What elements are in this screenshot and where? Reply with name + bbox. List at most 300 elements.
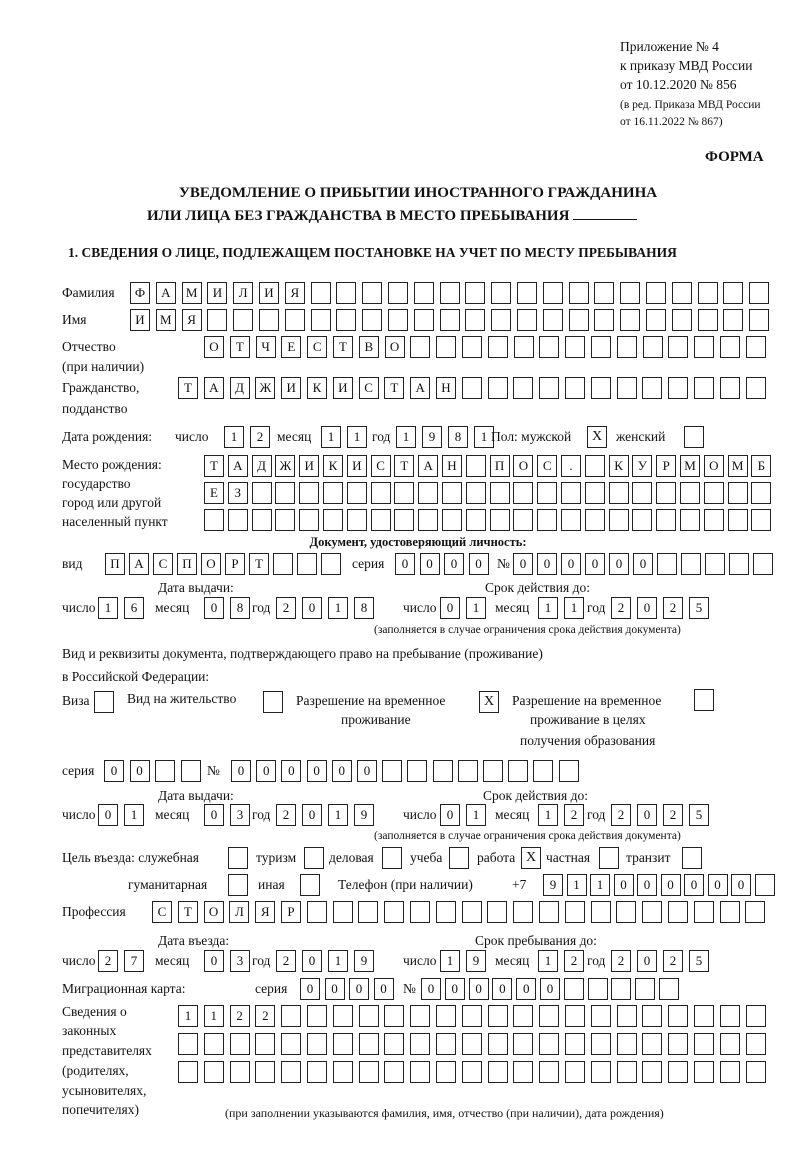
- char-box[interactable]: 0: [204, 804, 224, 826]
- char-box[interactable]: [723, 309, 743, 331]
- char-box[interactable]: [609, 482, 629, 504]
- char-box[interactable]: 2: [663, 597, 683, 619]
- char-box[interactable]: [466, 455, 486, 477]
- char-box[interactable]: [642, 901, 662, 923]
- char-box[interactable]: [513, 901, 533, 923]
- char-box[interactable]: [617, 1061, 637, 1083]
- char-box[interactable]: [565, 1061, 585, 1083]
- char-box[interactable]: [668, 1005, 688, 1027]
- char-box[interactable]: 1: [178, 1005, 198, 1027]
- char-box[interactable]: [704, 482, 724, 504]
- char-box[interactable]: [462, 1061, 482, 1083]
- char-box[interactable]: 6: [124, 597, 144, 619]
- char-box[interactable]: [491, 309, 511, 331]
- char-box[interactable]: 1: [224, 426, 244, 448]
- char-box[interactable]: [299, 509, 319, 531]
- char-box[interactable]: [680, 509, 700, 531]
- char-box[interactable]: 0: [231, 760, 251, 782]
- char-box[interactable]: [362, 282, 382, 304]
- char-box[interactable]: [488, 1061, 508, 1083]
- char-box[interactable]: [442, 482, 462, 504]
- char-box[interactable]: [617, 336, 637, 358]
- char-box[interactable]: [336, 282, 356, 304]
- char-box[interactable]: [539, 1005, 559, 1027]
- char-box[interactable]: 0: [420, 553, 440, 575]
- char-box[interactable]: [565, 1033, 585, 1055]
- char-box[interactable]: [394, 509, 414, 531]
- char-box[interactable]: [436, 1005, 456, 1027]
- char-box[interactable]: .: [561, 455, 581, 477]
- char-box[interactable]: 2: [276, 804, 296, 826]
- char-box[interactable]: [561, 482, 581, 504]
- char-box[interactable]: Я: [182, 309, 202, 331]
- char-box[interactable]: 3: [230, 950, 250, 972]
- char-box[interactable]: Т: [178, 377, 198, 399]
- char-box[interactable]: Т: [394, 455, 414, 477]
- purpose-study-checkbox[interactable]: [449, 847, 469, 869]
- char-box[interactable]: [565, 901, 585, 923]
- char-box[interactable]: [382, 760, 402, 782]
- char-box[interactable]: [751, 509, 771, 531]
- char-box[interactable]: [565, 1005, 585, 1027]
- char-box[interactable]: А: [129, 553, 149, 575]
- purpose-official-checkbox[interactable]: [228, 847, 248, 869]
- char-box[interactable]: [462, 1033, 482, 1055]
- char-box[interactable]: [259, 309, 279, 331]
- char-box[interactable]: [513, 1061, 533, 1083]
- char-box[interactable]: [680, 482, 700, 504]
- char-box[interactable]: И: [281, 377, 301, 399]
- char-box[interactable]: [371, 509, 391, 531]
- char-box[interactable]: [414, 282, 434, 304]
- char-box[interactable]: [281, 1033, 301, 1055]
- char-box[interactable]: [440, 309, 460, 331]
- char-box[interactable]: 2: [564, 950, 584, 972]
- char-box[interactable]: П: [177, 553, 197, 575]
- char-box[interactable]: 0: [614, 874, 634, 896]
- char-box[interactable]: [358, 901, 378, 923]
- char-box[interactable]: [513, 509, 533, 531]
- char-box[interactable]: 0: [445, 978, 465, 1000]
- char-box[interactable]: 1: [466, 597, 486, 619]
- char-box[interactable]: [204, 1033, 224, 1055]
- char-box[interactable]: [228, 509, 248, 531]
- char-box[interactable]: 0: [204, 950, 224, 972]
- char-box[interactable]: [694, 1005, 714, 1027]
- char-box[interactable]: [362, 309, 382, 331]
- char-box[interactable]: У: [632, 455, 652, 477]
- char-box[interactable]: 0: [684, 874, 704, 896]
- char-box[interactable]: [749, 309, 769, 331]
- char-box[interactable]: К: [609, 455, 629, 477]
- char-box[interactable]: [359, 1061, 379, 1083]
- char-box[interactable]: [728, 482, 748, 504]
- char-box[interactable]: [323, 482, 343, 504]
- char-box[interactable]: [609, 509, 629, 531]
- char-box[interactable]: [384, 1061, 404, 1083]
- char-box[interactable]: [508, 760, 528, 782]
- char-box[interactable]: Я: [255, 901, 275, 923]
- char-box[interactable]: [384, 901, 404, 923]
- char-box[interactable]: 0: [349, 978, 369, 1000]
- char-box[interactable]: 1: [328, 597, 348, 619]
- char-box[interactable]: [442, 509, 462, 531]
- char-box[interactable]: О: [204, 336, 224, 358]
- char-box[interactable]: Т: [384, 377, 404, 399]
- char-box[interactable]: [694, 1033, 714, 1055]
- char-box[interactable]: [155, 760, 175, 782]
- char-box[interactable]: 0: [307, 760, 327, 782]
- char-box[interactable]: 0: [302, 950, 322, 972]
- char-box[interactable]: 9: [466, 950, 486, 972]
- char-box[interactable]: [204, 1061, 224, 1083]
- char-box[interactable]: [462, 336, 482, 358]
- char-box[interactable]: [561, 509, 581, 531]
- char-box[interactable]: 0: [609, 553, 629, 575]
- char-box[interactable]: [539, 336, 559, 358]
- char-box[interactable]: [591, 377, 611, 399]
- char-box[interactable]: [347, 482, 367, 504]
- char-box[interactable]: Л: [229, 901, 249, 923]
- char-box[interactable]: [433, 760, 453, 782]
- char-box[interactable]: [410, 1033, 430, 1055]
- char-box[interactable]: [617, 1033, 637, 1055]
- char-box[interactable]: 1: [204, 1005, 224, 1027]
- char-box[interactable]: М: [728, 455, 748, 477]
- char-box[interactable]: Н: [436, 377, 456, 399]
- char-box[interactable]: 3: [230, 804, 250, 826]
- char-box[interactable]: С: [537, 455, 557, 477]
- char-box[interactable]: 0: [440, 597, 460, 619]
- char-box[interactable]: А: [228, 455, 248, 477]
- char-box[interactable]: 2: [663, 804, 683, 826]
- char-box[interactable]: [642, 1061, 662, 1083]
- char-box[interactable]: [255, 1061, 275, 1083]
- char-box[interactable]: [704, 509, 724, 531]
- char-box[interactable]: 0: [204, 597, 224, 619]
- purpose-humanitarian-checkbox[interactable]: [228, 874, 248, 896]
- char-box[interactable]: О: [704, 455, 724, 477]
- char-box[interactable]: 0: [469, 978, 489, 1000]
- char-box[interactable]: [333, 1005, 353, 1027]
- char-box[interactable]: [746, 1033, 766, 1055]
- trp-checkbox[interactable]: X: [479, 691, 499, 713]
- char-box[interactable]: [745, 901, 765, 923]
- char-box[interactable]: [668, 336, 688, 358]
- char-box[interactable]: [611, 978, 631, 1000]
- char-box[interactable]: [394, 482, 414, 504]
- char-box[interactable]: [488, 377, 508, 399]
- purpose-work-checkbox[interactable]: X: [521, 847, 541, 869]
- char-box[interactable]: [371, 482, 391, 504]
- char-box[interactable]: Р: [225, 553, 245, 575]
- char-box[interactable]: [642, 1033, 662, 1055]
- char-box[interactable]: [436, 1033, 456, 1055]
- char-box[interactable]: [694, 377, 714, 399]
- char-box[interactable]: [539, 1033, 559, 1055]
- char-box[interactable]: 2: [230, 1005, 250, 1027]
- char-box[interactable]: [569, 309, 589, 331]
- char-box[interactable]: Ж: [255, 377, 275, 399]
- char-box[interactable]: [466, 482, 486, 504]
- char-box[interactable]: А: [204, 377, 224, 399]
- char-box[interactable]: 5: [689, 597, 709, 619]
- char-box[interactable]: [620, 282, 640, 304]
- char-box[interactable]: [462, 1005, 482, 1027]
- char-box[interactable]: [255, 1033, 275, 1055]
- char-box[interactable]: [694, 336, 714, 358]
- char-box[interactable]: [585, 509, 605, 531]
- char-box[interactable]: [591, 901, 611, 923]
- char-box[interactable]: [632, 509, 652, 531]
- char-box[interactable]: [490, 482, 510, 504]
- char-box[interactable]: 1: [466, 804, 486, 826]
- char-box[interactable]: К: [307, 377, 327, 399]
- char-box[interactable]: [333, 901, 353, 923]
- char-box[interactable]: 9: [422, 426, 442, 448]
- char-box[interactable]: 2: [564, 804, 584, 826]
- char-box[interactable]: [388, 282, 408, 304]
- char-box[interactable]: [539, 1061, 559, 1083]
- char-box[interactable]: 2: [663, 950, 683, 972]
- purpose-private-checkbox[interactable]: [599, 847, 619, 869]
- char-box[interactable]: 0: [374, 978, 394, 1000]
- char-box[interactable]: 2: [255, 1005, 275, 1027]
- char-box[interactable]: [297, 553, 317, 575]
- char-box[interactable]: [565, 336, 585, 358]
- char-box[interactable]: [252, 482, 272, 504]
- char-box[interactable]: [543, 309, 563, 331]
- char-box[interactable]: [632, 482, 652, 504]
- char-box[interactable]: И: [299, 455, 319, 477]
- purpose-transit-checkbox[interactable]: [682, 847, 702, 869]
- char-box[interactable]: 0: [302, 804, 322, 826]
- char-box[interactable]: 1: [321, 426, 341, 448]
- char-box[interactable]: О: [513, 455, 533, 477]
- char-box[interactable]: К: [323, 455, 343, 477]
- char-box[interactable]: [275, 482, 295, 504]
- char-box[interactable]: М: [680, 455, 700, 477]
- char-box[interactable]: [537, 482, 557, 504]
- char-box[interactable]: В: [359, 336, 379, 358]
- char-box[interactable]: [410, 1061, 430, 1083]
- char-box[interactable]: [617, 1005, 637, 1027]
- char-box[interactable]: [491, 282, 511, 304]
- char-box[interactable]: [617, 377, 637, 399]
- char-box[interactable]: 0: [537, 553, 557, 575]
- char-box[interactable]: [559, 760, 579, 782]
- char-box[interactable]: 0: [516, 978, 536, 1000]
- char-box[interactable]: 9: [543, 874, 563, 896]
- char-box[interactable]: [436, 901, 456, 923]
- char-box[interactable]: 0: [98, 804, 118, 826]
- char-box[interactable]: А: [418, 455, 438, 477]
- char-box[interactable]: [672, 309, 692, 331]
- char-box[interactable]: 0: [256, 760, 276, 782]
- char-box[interactable]: [642, 377, 662, 399]
- char-box[interactable]: 1: [567, 874, 587, 896]
- char-box[interactable]: А: [156, 282, 176, 304]
- char-box[interactable]: Т: [230, 336, 250, 358]
- char-box[interactable]: 0: [637, 597, 657, 619]
- char-box[interactable]: Е: [281, 336, 301, 358]
- char-box[interactable]: [594, 282, 614, 304]
- purpose-business-checkbox[interactable]: [382, 847, 402, 869]
- char-box[interactable]: [307, 1061, 327, 1083]
- char-box[interactable]: [273, 553, 293, 575]
- char-box[interactable]: Р: [281, 901, 301, 923]
- char-box[interactable]: 1: [347, 426, 367, 448]
- char-box[interactable]: [657, 553, 677, 575]
- char-box[interactable]: [347, 509, 367, 531]
- char-box[interactable]: [178, 1033, 198, 1055]
- char-box[interactable]: 0: [637, 874, 657, 896]
- char-box[interactable]: [281, 1061, 301, 1083]
- char-box[interactable]: [307, 1033, 327, 1055]
- char-box[interactable]: [705, 553, 725, 575]
- char-box[interactable]: [440, 282, 460, 304]
- purpose-tourism-checkbox[interactable]: [304, 847, 324, 869]
- char-box[interactable]: [181, 760, 201, 782]
- char-box[interactable]: [746, 1061, 766, 1083]
- char-box[interactable]: [635, 978, 655, 1000]
- char-box[interactable]: [323, 509, 343, 531]
- char-box[interactable]: [513, 377, 533, 399]
- char-box[interactable]: 8: [230, 597, 250, 619]
- char-box[interactable]: [533, 760, 553, 782]
- gender-female-checkbox[interactable]: [684, 426, 704, 448]
- char-box[interactable]: С: [359, 377, 379, 399]
- char-box[interactable]: 0: [469, 553, 489, 575]
- char-box[interactable]: [514, 336, 534, 358]
- char-box[interactable]: [656, 482, 676, 504]
- char-box[interactable]: И: [333, 377, 353, 399]
- char-box[interactable]: [384, 1033, 404, 1055]
- char-box[interactable]: [694, 1061, 714, 1083]
- char-box[interactable]: [746, 1005, 766, 1027]
- char-box[interactable]: 0: [637, 804, 657, 826]
- char-box[interactable]: [543, 282, 563, 304]
- char-box[interactable]: [646, 309, 666, 331]
- char-box[interactable]: 0: [633, 553, 653, 575]
- char-box[interactable]: [513, 482, 533, 504]
- char-box[interactable]: [591, 1061, 611, 1083]
- char-box[interactable]: [668, 901, 688, 923]
- char-box[interactable]: Т: [249, 553, 269, 575]
- char-box[interactable]: 1: [440, 950, 460, 972]
- char-box[interactable]: Ж: [275, 455, 295, 477]
- char-box[interactable]: Р: [656, 455, 676, 477]
- char-box[interactable]: [307, 901, 327, 923]
- char-box[interactable]: 0: [708, 874, 728, 896]
- char-box[interactable]: [466, 509, 486, 531]
- char-box[interactable]: [333, 1061, 353, 1083]
- char-box[interactable]: 0: [513, 553, 533, 575]
- char-box[interactable]: [564, 978, 584, 1000]
- char-box[interactable]: [698, 282, 718, 304]
- char-box[interactable]: 0: [332, 760, 352, 782]
- char-box[interactable]: 1: [538, 804, 558, 826]
- char-box[interactable]: 0: [661, 874, 681, 896]
- char-box[interactable]: [311, 282, 331, 304]
- char-box[interactable]: 1: [124, 804, 144, 826]
- char-box[interactable]: [728, 509, 748, 531]
- char-box[interactable]: [591, 1033, 611, 1055]
- char-box[interactable]: М: [156, 309, 176, 331]
- char-box[interactable]: [414, 309, 434, 331]
- char-box[interactable]: [488, 1033, 508, 1055]
- char-box[interactable]: [462, 901, 482, 923]
- char-box[interactable]: [388, 309, 408, 331]
- char-box[interactable]: Л: [233, 282, 253, 304]
- char-box[interactable]: [513, 1005, 533, 1027]
- char-box[interactable]: 0: [561, 553, 581, 575]
- char-box[interactable]: Д: [230, 377, 250, 399]
- char-box[interactable]: С: [152, 901, 172, 923]
- char-box[interactable]: 8: [448, 426, 468, 448]
- char-box[interactable]: [698, 309, 718, 331]
- char-box[interactable]: [723, 282, 743, 304]
- char-box[interactable]: 0: [357, 760, 377, 782]
- char-box[interactable]: П: [105, 553, 125, 575]
- purpose-other-checkbox[interactable]: [300, 874, 320, 896]
- char-box[interactable]: [252, 509, 272, 531]
- char-box[interactable]: Т: [178, 901, 198, 923]
- char-box[interactable]: 1: [538, 597, 558, 619]
- char-box[interactable]: И: [347, 455, 367, 477]
- char-box[interactable]: [321, 553, 341, 575]
- char-box[interactable]: Т: [204, 455, 224, 477]
- char-box[interactable]: [359, 1033, 379, 1055]
- char-box[interactable]: Т: [333, 336, 353, 358]
- char-box[interactable]: [720, 901, 740, 923]
- char-box[interactable]: 0: [395, 553, 415, 575]
- char-box[interactable]: [585, 455, 605, 477]
- char-box[interactable]: 0: [130, 760, 150, 782]
- char-box[interactable]: 0: [637, 950, 657, 972]
- char-box[interactable]: 5: [689, 950, 709, 972]
- char-box[interactable]: 2: [611, 597, 631, 619]
- char-box[interactable]: Б: [751, 455, 771, 477]
- char-box[interactable]: 0: [300, 978, 320, 1000]
- char-box[interactable]: [565, 377, 585, 399]
- char-box[interactable]: [384, 1005, 404, 1027]
- char-box[interactable]: [458, 760, 478, 782]
- char-box[interactable]: [720, 336, 740, 358]
- char-box[interactable]: 0: [421, 978, 441, 1000]
- char-box[interactable]: И: [130, 309, 150, 331]
- char-box[interactable]: [694, 901, 714, 923]
- residence-checkbox[interactable]: [263, 691, 283, 713]
- char-box[interactable]: 2: [276, 597, 296, 619]
- char-box[interactable]: [591, 1005, 611, 1027]
- char-box[interactable]: 0: [492, 978, 512, 1000]
- char-box[interactable]: [488, 1005, 508, 1027]
- char-box[interactable]: 5: [689, 804, 709, 826]
- char-box[interactable]: И: [207, 282, 227, 304]
- char-box[interactable]: [746, 336, 766, 358]
- char-box[interactable]: [539, 377, 559, 399]
- char-box[interactable]: [513, 1033, 533, 1055]
- char-box[interactable]: 1: [474, 426, 494, 448]
- char-box[interactable]: [569, 282, 589, 304]
- char-box[interactable]: [410, 901, 430, 923]
- char-box[interactable]: О: [385, 336, 405, 358]
- char-box[interactable]: [178, 1061, 198, 1083]
- char-box[interactable]: [462, 377, 482, 399]
- trp-edu-checkbox[interactable]: [694, 689, 714, 711]
- char-box[interactable]: [311, 309, 331, 331]
